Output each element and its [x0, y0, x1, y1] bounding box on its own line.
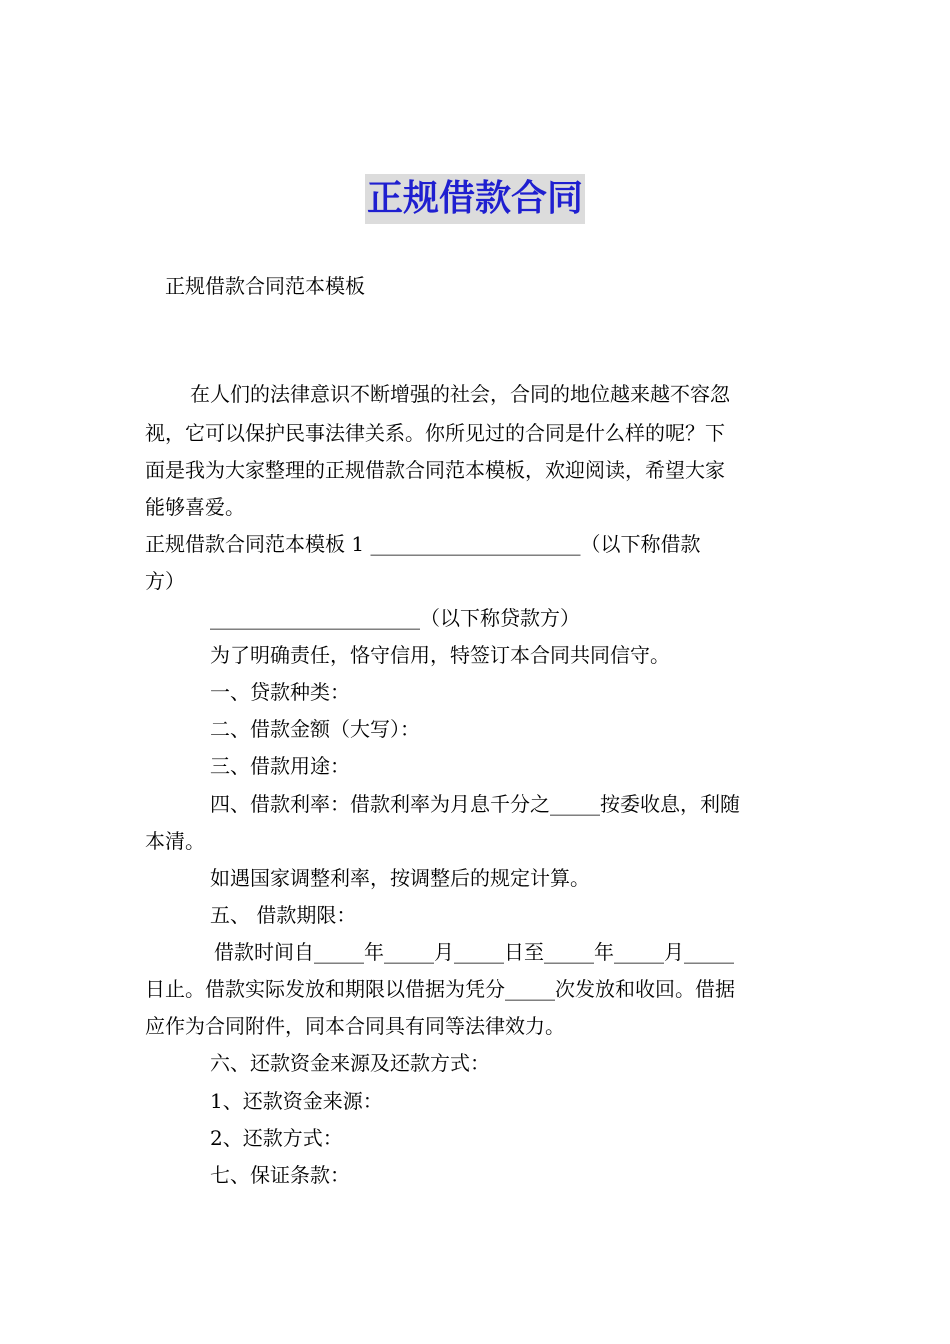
title-container	[0, 174, 950, 224]
term-line-1: 借款时间自_____年_____月_____日至_____年_____月_____	[214, 940, 734, 964]
term-line-3: 应作为合同附件，同本合同具有同等法律效力。	[145, 1014, 565, 1038]
term-line-2: 日止。借款实际发放和期限以借据为凭分_____次发放和收回。借据	[145, 977, 735, 1001]
clause-6-1: 1、还款资金来源：	[210, 1089, 383, 1113]
template-heading-continuation: 方）	[145, 569, 185, 593]
clause-4-line-1: 四、借款利率：借款利率为月息千分之_____按委收息，利随	[210, 792, 740, 816]
intro-line-4: 能够喜爱。	[145, 495, 245, 519]
clause-3: 三、借款用途：	[210, 754, 350, 778]
document-subtitle: 正规借款合同范本模板	[165, 274, 365, 298]
document-title: 正规借款合同	[365, 174, 585, 224]
clause-5: 五、 借款期限：	[210, 903, 357, 927]
intro-line-3: 面是我为大家整理的正规借款合同范本模板，欢迎阅读，希望大家	[145, 458, 725, 482]
template-heading-line: 正规借款合同范本模板 1 _____________________（以下称借款	[145, 532, 701, 556]
rate-adjust-line: 如遇国家调整利率，按调整后的规定计算。	[210, 866, 590, 890]
clause-2: 二、借款金额（大写）：	[210, 717, 420, 741]
clause-6: 六、还款资金来源及还款方式：	[210, 1051, 490, 1075]
clause-1: 一、贷款种类：	[210, 680, 350, 704]
clause-4-line-2: 本清。	[145, 829, 205, 853]
intro-line-2: 视，它可以保护民事法律关系。你所见过的合同是什么样的呢？下	[145, 421, 725, 445]
clause-6-2: 2、还款方式：	[210, 1126, 343, 1150]
purpose-line: 为了明确责任，恪守信用，特签订本合同共同信守。	[210, 643, 670, 667]
clause-7: 七、保证条款：	[210, 1163, 350, 1187]
intro-line-1: 在人们的法律意识不断增强的社会，合同的地位越来越不容忽	[190, 382, 730, 406]
lender-line: _____________________（以下称贷款方）	[210, 606, 580, 630]
